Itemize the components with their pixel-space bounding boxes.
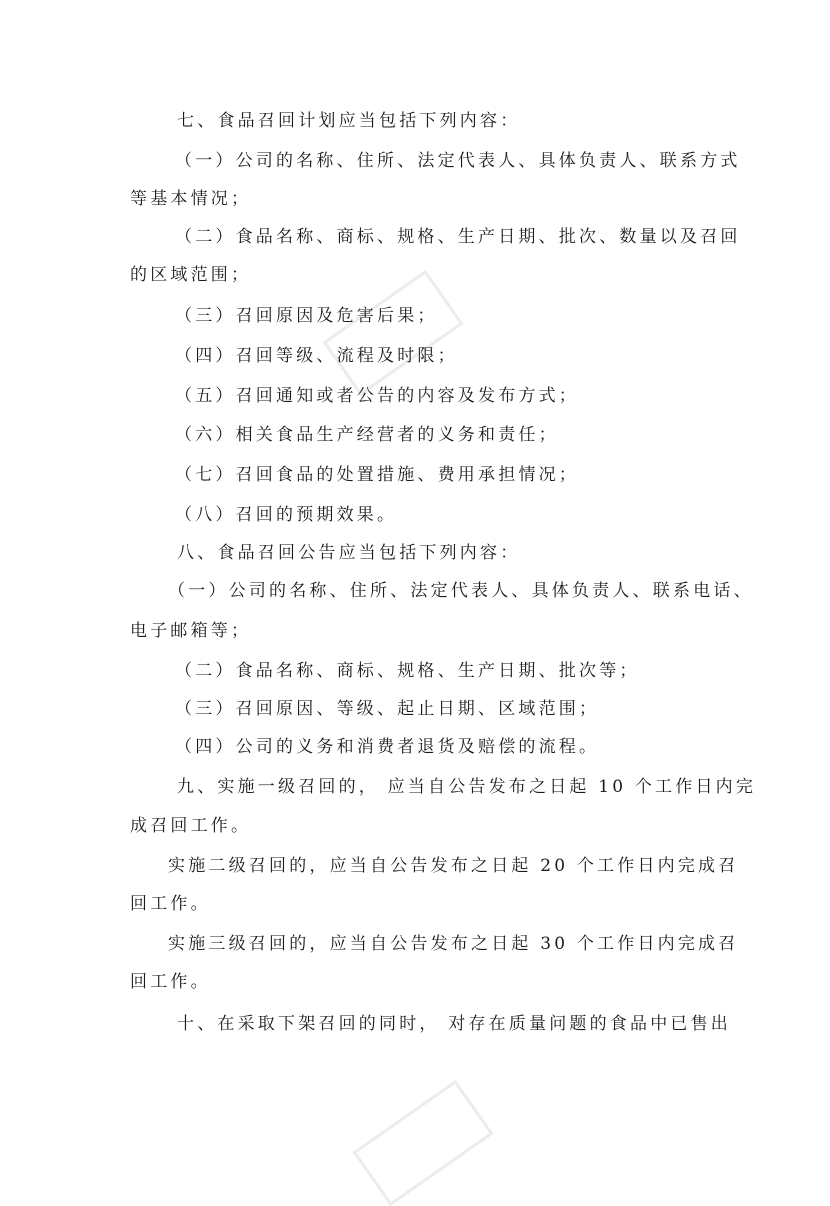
list-item: （二）食品名称、商标、规格、生产日期、批次、数量以及召回 xyxy=(175,227,741,247)
section-paragraph: 十、在采取下架召回的同时， 对存在质量问题的食品中已售出 xyxy=(177,1014,732,1034)
list-item: （五）召回通知或者公告的内容及发布方式； xyxy=(175,386,579,406)
paragraph: 实施三级召回的，应当自公告发布之日起 30 个工作日内完成召 xyxy=(168,934,739,954)
list-item: （八）召回的预期效果。 xyxy=(175,505,398,525)
list-item: （三）召回原因、等级、起止日期、区域范围； xyxy=(175,699,600,719)
paragraph-continuation: 成召回工作。 xyxy=(130,816,252,836)
paragraph: 实施二级召回的，应当自公告发布之日起 20 个工作日内完成召 xyxy=(168,856,739,876)
section-paragraph: 九、实施一级召回的， 应当自公告发布之日起 10 个工作日内完 xyxy=(177,777,757,797)
list-item: （六）相关食品生产经营者的义务和责任； xyxy=(175,425,559,445)
section-heading: 八、食品召回公告应当包括下列内容： xyxy=(177,543,521,563)
list-item: （四）召回等级、流程及时限； xyxy=(175,346,458,366)
paragraph-continuation: 回工作。 xyxy=(130,972,211,992)
list-item-continuation: 等基本情况； xyxy=(130,189,252,209)
list-item: （一）公司的名称、住所、法定代表人、具体负责人、联系方式 xyxy=(175,151,741,171)
list-item: （三）召回原因及危害后果； xyxy=(175,306,438,326)
list-item: （一）公司的名称、住所、法定代表人、具体负责人、联系电话、 xyxy=(168,581,754,601)
list-item: （二）食品名称、商标、规格、生产日期、批次等； xyxy=(175,661,640,681)
list-item: （四）公司的义务和消费者退货及赔偿的流程。 xyxy=(175,737,600,757)
list-item-continuation: 的区域范围； xyxy=(130,265,252,285)
section-heading: 七、食品召回计划应当包括下列内容： xyxy=(177,111,521,131)
list-item-continuation: 电子邮箱等； xyxy=(130,621,252,641)
list-item: （七）召回食品的处置措施、费用承担情况； xyxy=(175,465,579,485)
watermark-shape xyxy=(322,270,463,396)
paragraph-continuation: 回工作。 xyxy=(130,894,211,914)
watermark-shape xyxy=(352,1080,493,1206)
